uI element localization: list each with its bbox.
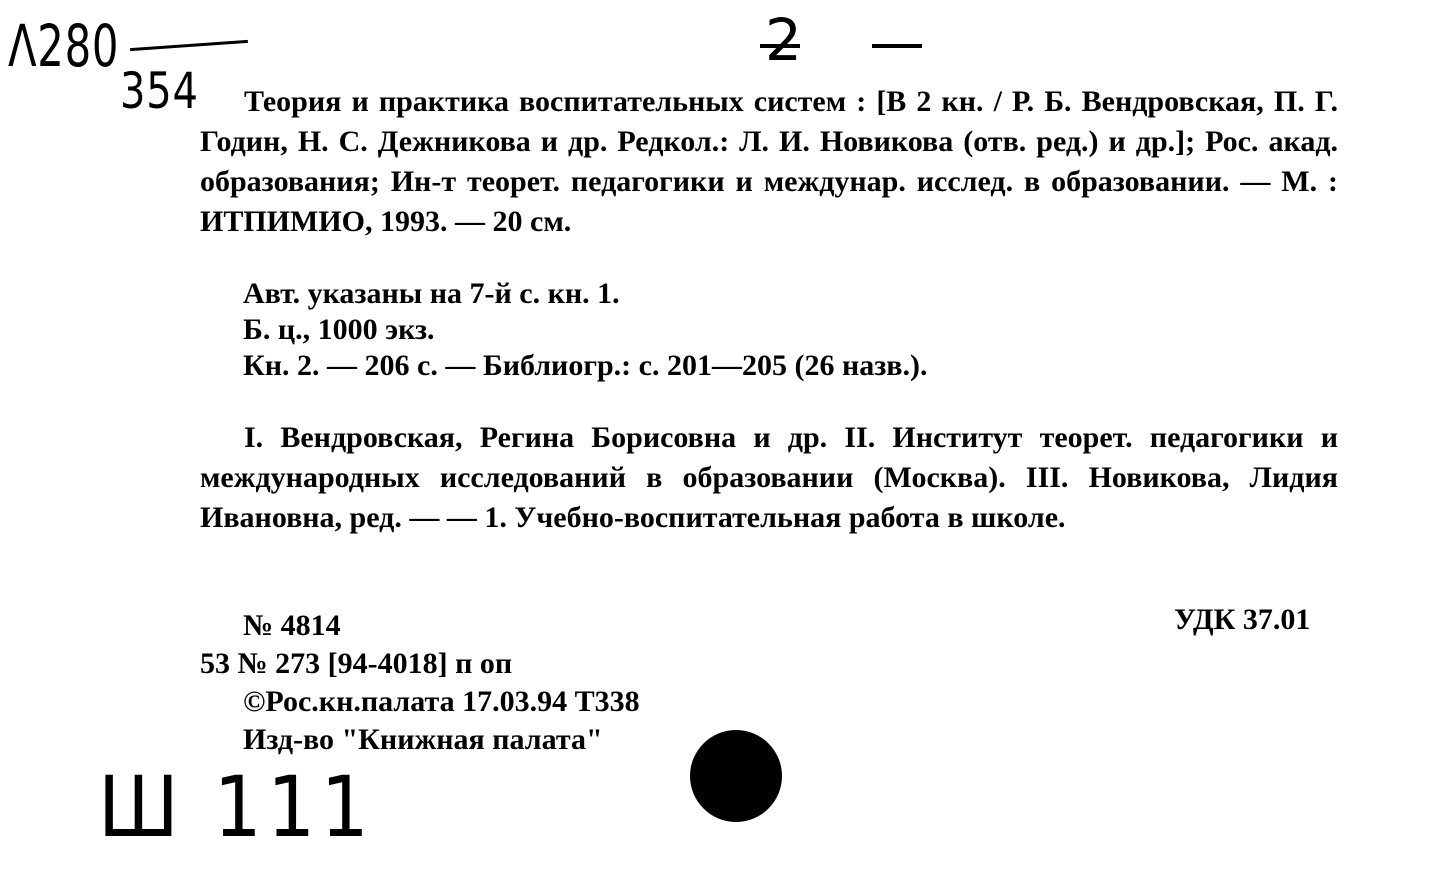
punch-hole bbox=[690, 730, 782, 822]
note-price-copies: Б. ц., 1000 экз. bbox=[243, 313, 435, 346]
main-entry: Теория и практика воспитательных систем : [В 2 кн. / Р. Б. Вендровская, П. Г. Годин, Н. С. Дежникова и др. Редкол.: Л. И. Новикова (отв. ред.) и др.]; Рос. акад. образования; Ин-т теорет. педагогики и междунар. исслед. в образовании. — М. : ИТПИМИО, 1993. — 20 см. bbox=[200, 85, 1338, 238]
publisher-line: Изд-во "Книжная палата" bbox=[243, 723, 603, 756]
shelf-mark-underline bbox=[130, 40, 248, 51]
note-volume: Кн. 2. — 206 с. — Библиогр.: с. 201—205 (26 назв.). bbox=[243, 349, 928, 382]
copyright-line: ©Рос.кн.палата 17.03.94 Т338 bbox=[243, 685, 640, 718]
shelf-mark-sub: 354 bbox=[120, 62, 199, 120]
note-authors: Авт. указаны на 7-й с. кн. 1. bbox=[243, 277, 620, 310]
shelf-mark: Λ280 bbox=[8, 12, 120, 80]
page-marker-dash-right bbox=[872, 44, 922, 48]
tracings: I. Вендровская, Регина Борисовна и др. II. Институт теорет. педагогики и международных исследований в образовании (Москва). III. Новикова, Лидия Ивановна, ред. — — 1. Учебно-воспитательная работа в школе. bbox=[200, 421, 1338, 534]
page-marker: 2 bbox=[765, 6, 802, 74]
udc-code: УДК 37.01 bbox=[1174, 603, 1311, 636]
handwritten-note: Ш 111 bbox=[98, 758, 375, 856]
series-line: 53 № 273 [94-4018] п оп bbox=[200, 647, 513, 680]
record-number: № 4814 bbox=[243, 609, 341, 642]
